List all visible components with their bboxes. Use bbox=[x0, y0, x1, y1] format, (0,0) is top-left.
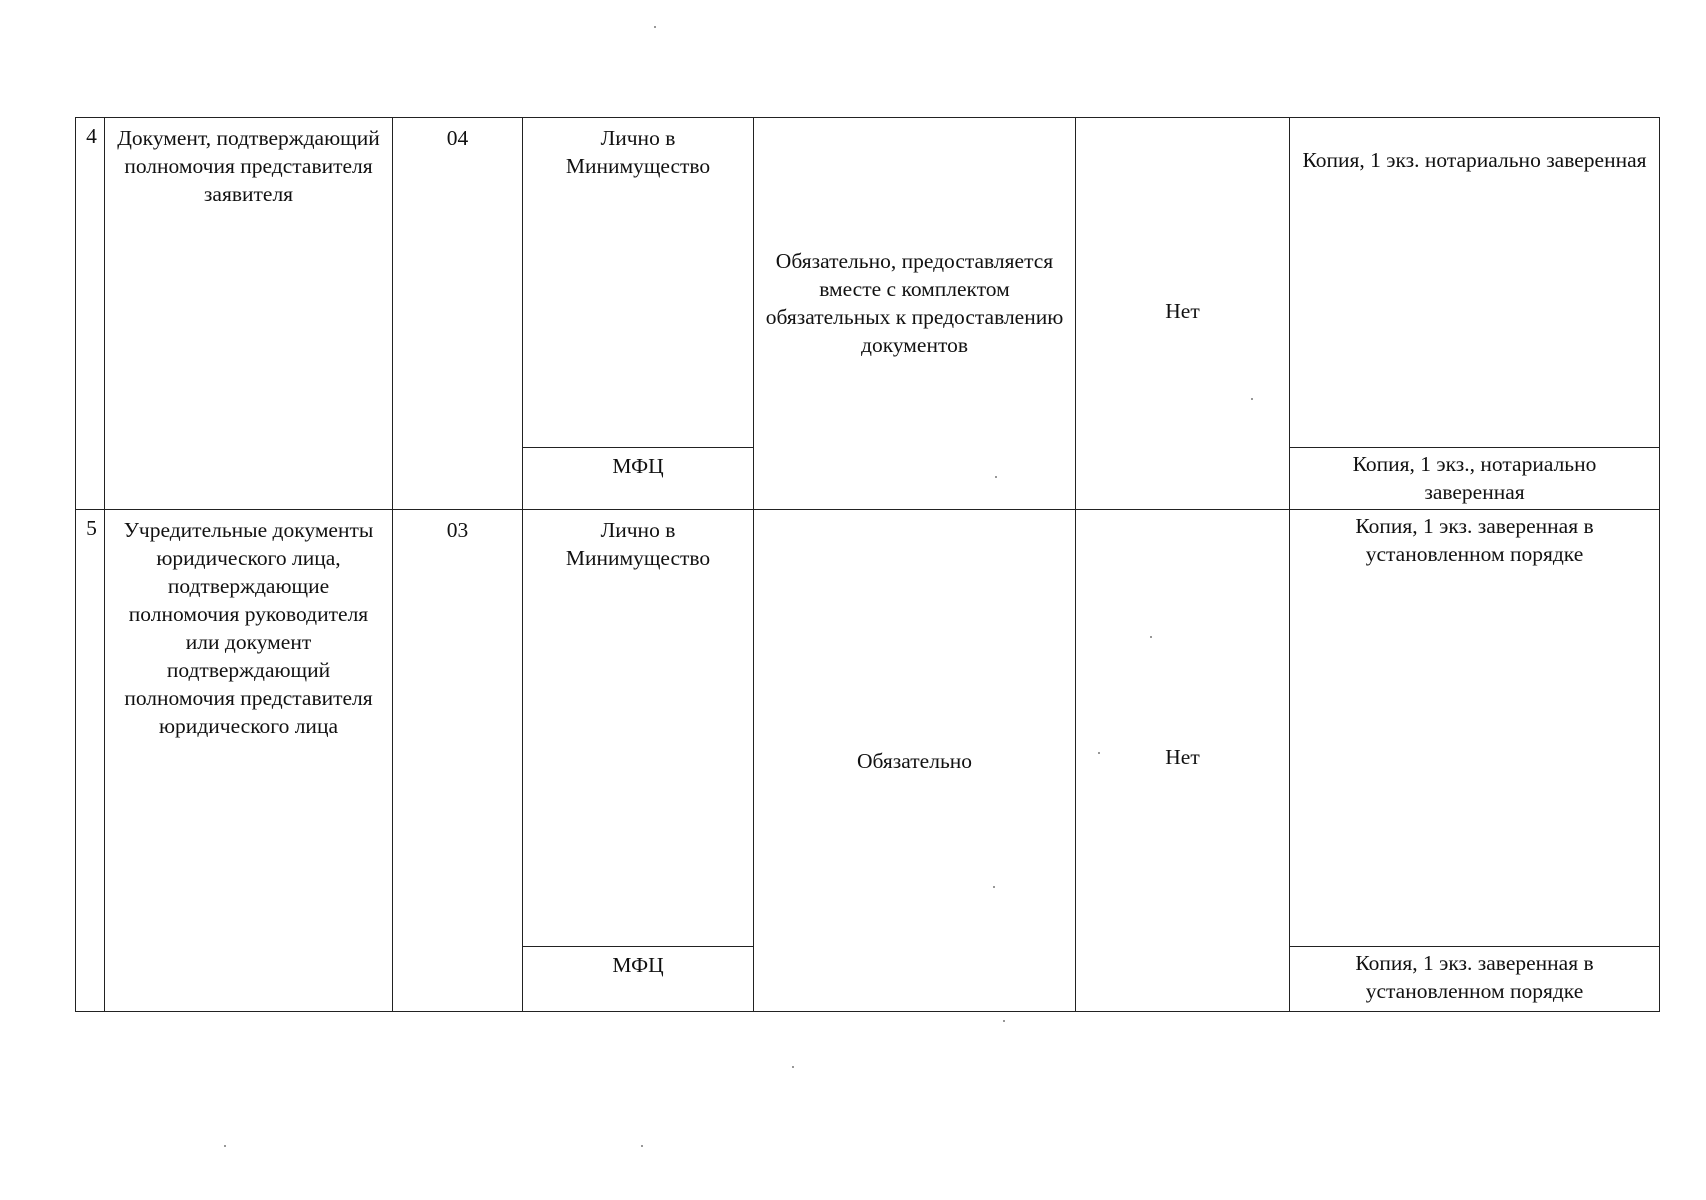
form-cell bbox=[1290, 118, 1660, 448]
answer-cell bbox=[1076, 510, 1290, 1012]
document-form: Копия, 1 экз. заверенная в установленном порядке bbox=[1355, 514, 1594, 566]
document-form: Копия, 1 экз., нотариально заверенная bbox=[1352, 452, 1597, 504]
submission-cell bbox=[523, 510, 754, 947]
form-cell bbox=[1290, 510, 1660, 947]
documents-table bbox=[75, 117, 1660, 1012]
submission-method: Лично в Минимущество bbox=[565, 126, 711, 178]
document-code: 03 bbox=[446, 518, 469, 542]
document-name-cell bbox=[105, 118, 393, 510]
document-name-cell bbox=[105, 510, 393, 1012]
requirement-cell bbox=[754, 510, 1076, 1012]
answer-cell bbox=[1076, 118, 1290, 510]
submission-cell bbox=[523, 947, 754, 1012]
scan-speck bbox=[995, 476, 997, 478]
scan-speck bbox=[641, 1145, 643, 1147]
form-cell bbox=[1290, 448, 1660, 510]
scan-speck bbox=[1098, 752, 1100, 754]
document-code-cell bbox=[393, 510, 523, 1012]
submission-cell bbox=[523, 118, 754, 448]
requirement-text: Обязательно, предоставляется вместе с комплектом обязательных к предоставлению документов bbox=[765, 248, 1064, 357]
document-code: 04 bbox=[446, 126, 469, 150]
submission-method: Лично в Минимущество bbox=[565, 518, 711, 570]
scan-speck bbox=[224, 1145, 226, 1147]
row-number: 5 bbox=[76, 510, 105, 1012]
scan-speck bbox=[654, 26, 656, 28]
row-number: 4 bbox=[76, 118, 105, 510]
document-form: Копия, 1 экз. заверенная в установленном порядке bbox=[1355, 951, 1594, 1003]
submission-method: МФЦ bbox=[612, 454, 664, 478]
requirement-cell bbox=[754, 118, 1076, 510]
table-row bbox=[76, 118, 1660, 448]
scan-speck bbox=[1150, 636, 1152, 638]
document-form: Копия, 1 экз. нотариально заверенная bbox=[1302, 148, 1647, 172]
requirement-text: Обязательно bbox=[856, 748, 973, 773]
scan-speck bbox=[993, 886, 995, 888]
form-cell bbox=[1290, 947, 1660, 1012]
answer-text: Нет bbox=[1165, 744, 1200, 769]
submission-method: МФЦ bbox=[612, 953, 664, 977]
scan-speck bbox=[792, 1066, 794, 1068]
submission-cell bbox=[523, 448, 754, 510]
answer-text: Нет bbox=[1165, 298, 1200, 323]
document-code-cell bbox=[393, 118, 523, 510]
scan-speck bbox=[1003, 1020, 1005, 1022]
document-name: Учредительные документы юридического лица, подтверждающие полномочия руководителя или документ подтверждающий полномочия представителя юридического лица bbox=[123, 518, 374, 738]
table-row bbox=[76, 510, 1660, 947]
scan-speck bbox=[1251, 398, 1253, 400]
document-name: Документ, подтверждающий полномочия представителя заявителя bbox=[117, 126, 380, 206]
